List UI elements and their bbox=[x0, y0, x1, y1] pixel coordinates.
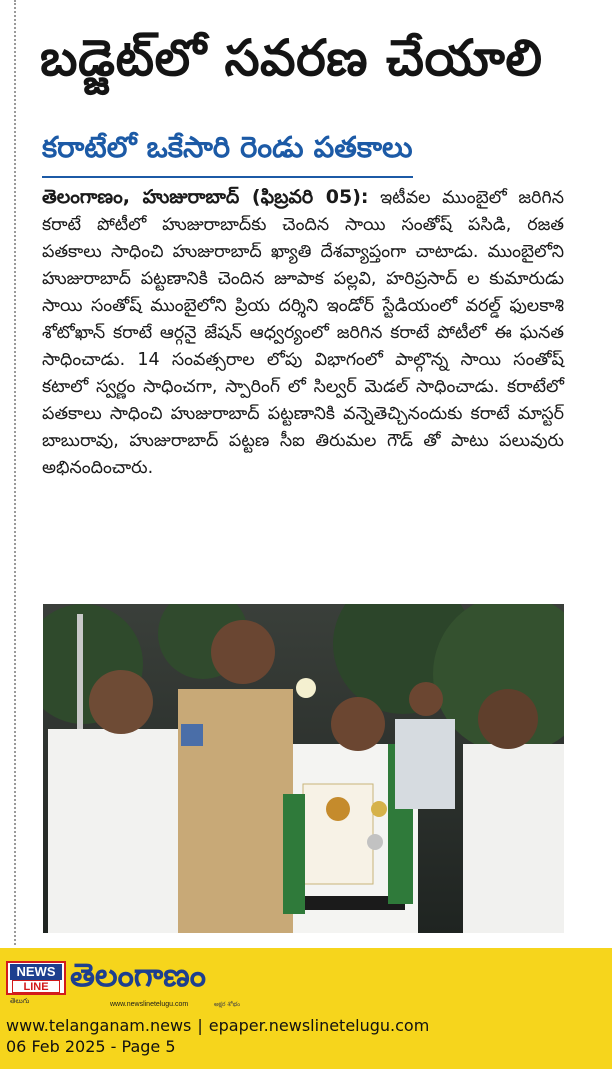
article-subheadline: కరాటేలో ఒకేసారి రెండు పతకాలు bbox=[42, 122, 413, 178]
logo-tagline: అక్షర శోభం bbox=[214, 1001, 241, 1008]
article-body bbox=[42, 184, 564, 482]
newsline-badge bbox=[6, 961, 66, 995]
column-divider bbox=[14, 0, 16, 945]
badge-news-text: NEWS bbox=[10, 964, 62, 980]
karate-award-photo bbox=[43, 604, 564, 933]
site-links bbox=[6, 1016, 429, 1036]
badge-caption: తెలుగు bbox=[10, 997, 30, 1005]
masthead-title: తెలంగాణం bbox=[70, 956, 206, 994]
article-photo bbox=[43, 604, 564, 933]
article-dateline: తెలంగాణం, హుజురాబాద్ (ఫిబ్రవరి 05): bbox=[42, 186, 369, 208]
badge-line-text: LINE bbox=[12, 980, 60, 993]
site-link-epaper[interactable]: epaper.newslinetelugu.com bbox=[208, 1016, 430, 1035]
newsline-logo bbox=[6, 956, 246, 1013]
link-separator: | bbox=[197, 1016, 203, 1035]
epaper-footer bbox=[0, 948, 612, 1069]
article-headline: బడ్జెట్‌లో సవరణ చేయాలి bbox=[40, 29, 543, 87]
page-info: 06 Feb 2025 - Page 5 bbox=[6, 1037, 176, 1056]
logo-site-url: www.newslinetelugu.com bbox=[110, 1001, 189, 1008]
site-link-telanganam[interactable]: www.telanganam.news bbox=[6, 1016, 192, 1035]
article-body-text: ఇటీవల ముంబైలో జరిగిన కరాటే పోటీలో హుజురాబాద్‌కు చెందిన సాయి సంతోష్ పసిడి, రజత పతకాలు సాధించి హుజురాబాద్ ఖ్యాతి దేశవ్యాప్తంగా చాటాడు. ముంబైలోని హుజురాబాద్ పట్టణానికి చెందిన జూపాక పల్లవి, హరిప్రసాద్ ల కుమారుడు సాయి సంతోష్ ముంబైలోని ప్రియ దర్శిని ఇండోర్ స్టేడియంలో వరల్డ్ ఫులకాశి శోటోఖాన్ కరాటే ఆర్గనై జేషన్ ఆధ్వర్యంలో జరిగిన కరాటే పోటీలో ఈ ఘనత సాధించాడు. 14 సంవత్సరాల లోపు విభాగంలో పాల్గొన్న సాయి సంతోష్ కటాలో స్వర్ణం సాధించగా, స్పారింగ్ లో సిల్వర్ మెడల్ సాధించాడు. కరాటేలో పతకాలు సాధించి హుజురాబాద్ పట్టణానికి వన్నెతెచ్చినందుకు కరాటే మాస్టర్ బాబురావు, హుజురాబాద్ పట్టణ సీఐ తిరుమల గౌడ్ తో పాటు పలువురు అభినందించారు. bbox=[42, 188, 564, 478]
